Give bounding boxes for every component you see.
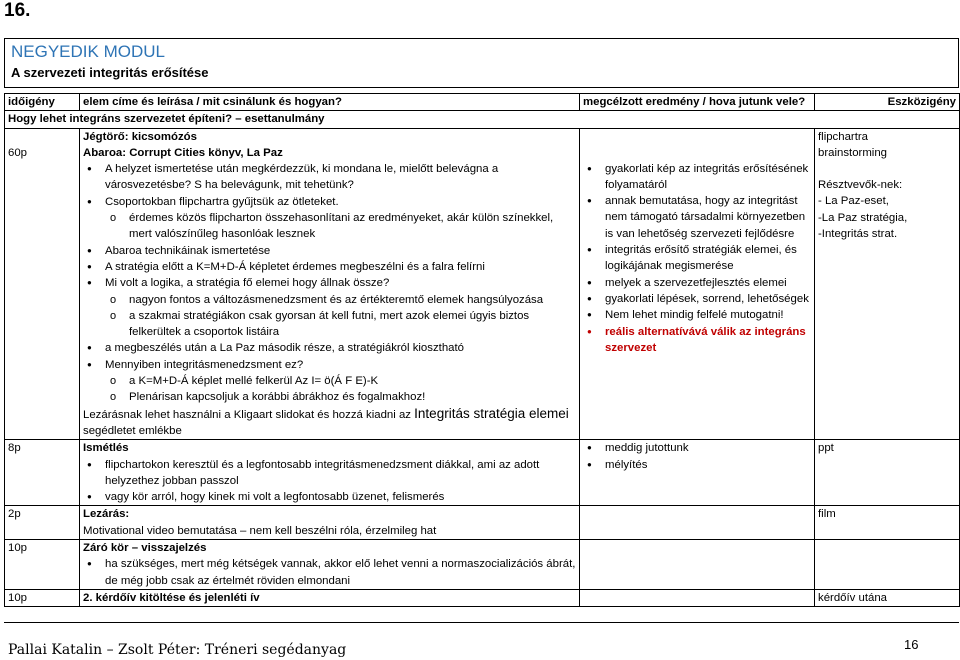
row-heading: Ismétlés xyxy=(83,442,129,455)
header-time: időigény xyxy=(5,94,80,111)
list-item: ● Csoportokban flipchartra gyűjtsük az ötleteket. xyxy=(83,194,576,210)
tool-item: -La Paz stratégia, xyxy=(818,211,908,224)
sub-list-item: o nagyon fontos a változásmenedzsment és az értékteremtő elemek hangsúlyozása xyxy=(83,292,576,308)
row-content xyxy=(80,506,580,540)
tool-item: Résztvevők-nek: xyxy=(818,179,903,192)
tool-item: brainstorming xyxy=(818,146,888,159)
row-tools: kérdőív utána xyxy=(815,589,960,606)
module-header xyxy=(4,38,959,88)
result-item: ● Nem lehet mindig felfelé mutogatni! xyxy=(583,307,811,323)
list-item: ● a megbeszélés után a La Paz második része, a stratégiákról kiosztható xyxy=(83,340,576,356)
table-header-row xyxy=(5,94,960,111)
tool-item: flipchartra xyxy=(818,130,869,143)
section-title: Hogy lehet integráns szervezetet építeni? – esettanulmány xyxy=(5,111,960,128)
row-results xyxy=(580,440,815,506)
list-item: ● flipchartokon keresztül és a legfontosabb integritásmenedzsment diákkal, ami az adott helyzethez jobban passzol xyxy=(83,457,576,490)
row-results xyxy=(580,128,815,440)
result-item-highlight: ● reális alternatívává válik az integráns szervezet xyxy=(583,324,811,357)
row-text: Motivational video bemutatása – nem kell beszélni róla, érzelmileg hat xyxy=(83,524,437,537)
row-time: 8p xyxy=(5,440,80,506)
row-heading: Záró kör – visszajelzés xyxy=(83,542,207,555)
list-item: ● Abaroa technikáinak ismertetése xyxy=(83,243,576,259)
result-item: ● mélyítés xyxy=(583,457,811,473)
header-tools: Eszközigény xyxy=(815,94,960,111)
row-heading: Jégtörő: kicsomózós xyxy=(83,130,197,143)
table-row xyxy=(5,589,960,606)
list-item: ● A stratégia előtt a K=M+D-Á képletet érdemes megbeszélni és a falra felírni xyxy=(83,259,576,275)
result-item: ● meddig jutottunk xyxy=(583,440,811,456)
sub-list-item: o a K=M+D-Á képlet mellé felkerül Az I= ö(Á F E)-K xyxy=(83,373,576,389)
module-subtitle: A szervezeti integritás erősítése xyxy=(11,65,209,80)
row-heading: 2. kérdőív kitöltése és jelenléti ív xyxy=(83,591,260,604)
list-item: ● A helyzet ismertetése után megkérdezzük, ki mondana le, mielőtt belevágna a városvezetésbe? S ha belevágunk, mit tehetünk? xyxy=(83,161,576,194)
page-number-heading: 16. xyxy=(4,0,31,21)
session-plan-table xyxy=(4,93,960,607)
tool-item: - La Paz-eset, xyxy=(818,195,889,208)
result-item: ● annak bemutatása, hogy az integritást nem támogató társadalmi környezetben is van lehetőség szervezeti fejlődésre xyxy=(583,193,811,242)
row-time: 2p xyxy=(5,506,80,540)
footer-text: Pallai Katalin – Zsolt Péter: Tréneri segédanyag xyxy=(8,642,347,658)
table-row xyxy=(5,540,960,590)
header-content: elem címe és leírása / mit csinálunk és hogyan? xyxy=(80,94,580,111)
list-item: ● vagy kör arról, hogy kinek mi volt a legfontosabb üzenet, felismerés xyxy=(83,489,576,505)
table-row xyxy=(5,440,960,506)
row-time: 60p xyxy=(8,146,28,159)
row-content xyxy=(80,440,580,506)
footer-page-number: 16 xyxy=(904,637,919,652)
row-time: 10p xyxy=(5,540,80,590)
list-item: ● ha szükséges, mert még kétségek vannak, akkor elő lehet venni a normaszocializációs ábrát, de még jobb csak az értelmét röviden elmondani xyxy=(83,556,576,589)
list-item: ● Mennyiben integritásmenedzsment ez? xyxy=(83,357,576,373)
sub-list-item: o érdemes közös flipcharton összehasonlítani az eredményeket, akár külön színekkel, mert valószínűleg hasonlóak lesznek xyxy=(83,210,576,243)
row-content xyxy=(80,128,580,440)
row-tools: film xyxy=(815,506,960,540)
section-title-row xyxy=(5,111,960,128)
module-title: NEGYEDIK MODUL xyxy=(11,42,165,61)
row-heading: Abaroa: Corrupt Cities könyv, La Paz xyxy=(83,146,283,159)
sub-list-item: o Plenárisan kapcsoljuk a korábbi ábrákhoz és fogalmakhoz! xyxy=(83,389,576,405)
row-content xyxy=(80,589,580,606)
sub-list-item: o a szakmai stratégiákon csak gyorsan át kell futni, mert azok elemei úgyis biztos felkerültek a csoportok listáira xyxy=(83,308,576,341)
list-item: ● Mi volt a logika, a stratégia fő elemei hogy állnak össze? xyxy=(83,275,576,291)
row-heading: Lezárás: xyxy=(83,508,130,521)
result-item: ● gyakorlati kép az integritás erősítésének folyamatáról xyxy=(583,161,811,194)
result-item: ● melyek a szervezetfejlesztés elemei xyxy=(583,275,811,291)
closing-paragraph: Lezárásnak lehet használni a Kligaart slidokat és hozzá kiadni az Integritás stratégia elemei segédletet emlékbe xyxy=(83,405,569,437)
result-item: ● integritás erősítő stratégiák elemei, és logikájának megismerése xyxy=(583,242,811,275)
row-content xyxy=(80,540,580,590)
table-row xyxy=(5,506,960,540)
header-result: megcélzott eredmény / hova jutunk vele? xyxy=(580,94,815,111)
tool-item: -Integritás strat. xyxy=(818,228,898,241)
table-row xyxy=(5,128,960,440)
result-item: ● gyakorlati lépések, sorrend, lehetőségek xyxy=(583,291,811,307)
row-time: 10p xyxy=(5,589,80,606)
footer-divider xyxy=(4,622,959,623)
row-tools: ppt xyxy=(815,440,960,506)
row-tools xyxy=(815,128,960,440)
